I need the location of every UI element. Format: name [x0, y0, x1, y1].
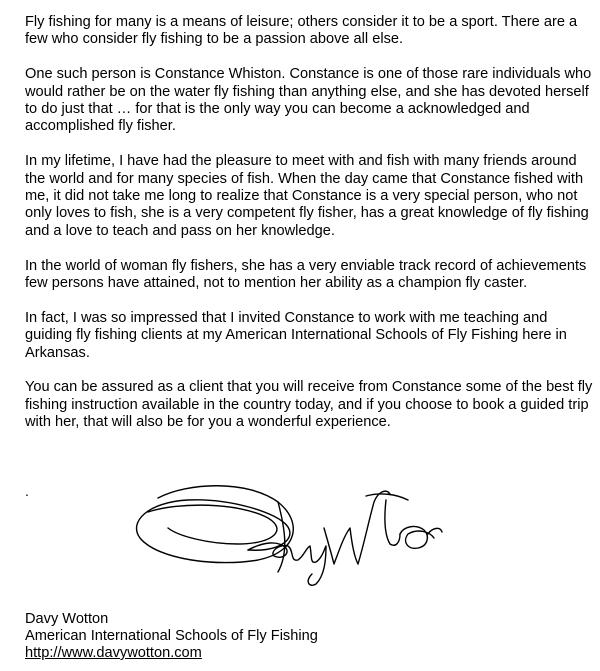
paragraph-lifetime: In my lifetime, I have had the pleasure to meet with and fish with many friends around the world and for many species of fish. When the day came that Constance fished with me, it did not take me long to realize that Constance is a very special person, who not only loves to fish, she is a very competent fly fisher, has a great knowledge of fly fishing and a love to teach and pass on her knowledge. [25, 153, 589, 239]
paragraph-woman-fly-fishers: In the world of woman fly fishers, she has a very enviable track record of achievements few persons have attained, not to mention her ability as a champion fly caster. [25, 257, 587, 292]
signer-organization: American International Schools of Fly Fishing [25, 628, 318, 644]
paragraph-assurance: You can be assured as a client that you will receive from Constance some of the best fly fishing instruction available in the country today, and if you choose to book a guided trip with her, that will also be for you a wonderful experience. [25, 379, 593, 431]
letter-body [25, 14, 595, 449]
signer-name: Davy Wotton [25, 611, 109, 627]
website-link[interactable]: http://www.davywotton.com [25, 645, 202, 661]
signature-block [25, 611, 318, 662]
paragraph-intro: Fly fishing for many is a means of leisure; others consider it to be a sport. There are a few who consider fly fishing to be a passion above all else. [25, 14, 578, 48]
stray-dot: . [25, 483, 29, 499]
paragraph-constance: One such person is Constance Whiston. Constance is one of those rare individuals who would rather be on the water fly fishing than anything else, and she has devoted herself to do just that … for that is the only way you can become a acknowledged and accomplished fly fisher. [25, 66, 592, 135]
paragraph-invitation: In fact, I was so impressed that I invited Constance to work with me teaching and guiding fly fishing clients at my American International Schools of Fly Fishing here in Arkansas. [25, 309, 567, 361]
handwritten-signature [128, 472, 443, 590]
